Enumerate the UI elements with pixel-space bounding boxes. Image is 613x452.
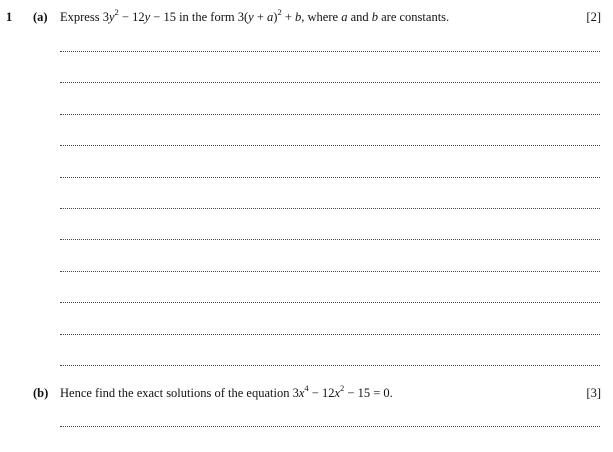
part-b-text: Hence find the exact solutions of the equation $3x^4 - 12x^2 - 15 = 0$. [60,382,393,400]
answer-line[interactable] [60,365,600,366]
answer-line[interactable] [60,145,600,146]
part-b-label: (b) [33,386,49,400]
answer-line[interactable] [60,114,600,115]
question-number: 1 [6,10,13,24]
part-a-label: (a) [33,10,48,24]
answer-line[interactable] [60,426,600,427]
answer-line[interactable] [60,177,600,178]
answer-line[interactable] [60,208,600,209]
answer-line[interactable] [60,82,600,83]
answer-line[interactable] [60,51,600,52]
answer-line[interactable] [60,239,600,240]
part-b-marks: [3] [586,386,601,400]
part-a-marks: [2] [586,10,601,24]
answer-line[interactable] [60,271,600,272]
part-a-text: Express $3y^2 - 12y - 15$ in the form $3(y + a)^2 + b$, where a and b are constants. [60,6,450,24]
answer-line[interactable] [60,302,600,303]
answer-line[interactable] [60,334,600,335]
